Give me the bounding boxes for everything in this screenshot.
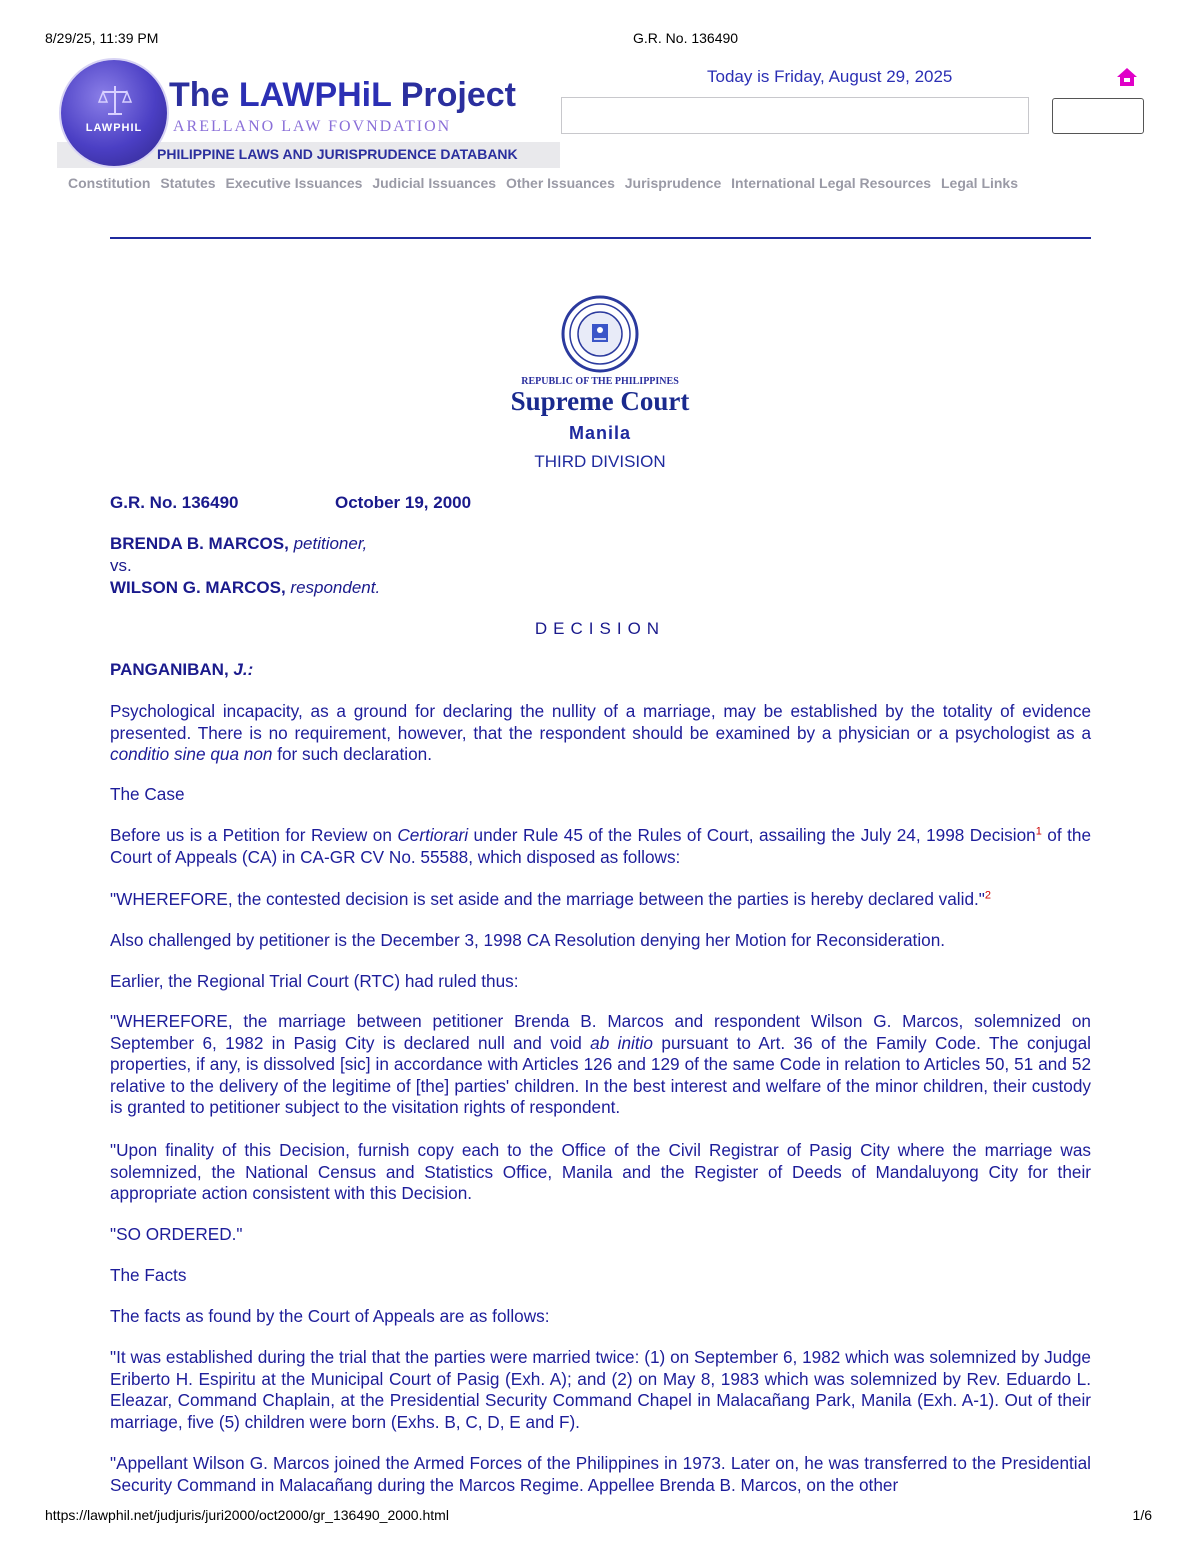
- footnote-1-link[interactable]: 1: [1035, 825, 1042, 838]
- header-divider: [110, 237, 1091, 239]
- court-division: THIRD DIVISION: [534, 452, 666, 471]
- lawphil-emblem-icon: [61, 60, 167, 166]
- scales-of-justice-icon: [97, 82, 133, 118]
- nav-legal-links[interactable]: Legal Links: [940, 175, 1019, 191]
- print-title: G.R. No. 136490: [633, 30, 739, 46]
- print-page-number: 1/6: [1132, 1507, 1152, 1523]
- search-input[interactable]: [561, 97, 1029, 134]
- supreme-court-seal-icon: [561, 295, 639, 373]
- print-timestamp: 8/29/25, 11:39 PM: [45, 30, 159, 46]
- ponente: PANGANIBAN, J.:: [110, 660, 254, 679]
- paragraph-rtc-ruling: Earlier, the Regional Trial Court (RTC) had ruled thus:: [110, 971, 519, 991]
- nav-constitution[interactable]: Constitution: [68, 175, 151, 191]
- paragraph-resolution: Also challenged by petitioner is the December 3, 1998 CA Resolution denying her Motion for Reconsideration.: [110, 930, 946, 950]
- quote-rtc-dispositive: "WHEREFORE, the marriage between petitioner Brenda B. Marcos and respondent Wilson G. Marcos, solemnized on September 6, 1982 in Pasig City is declared null and void ab initio pursuant to Art. 36 of the Family Code. The conjugal properties, if any, is dissolved [sic] in accordance with Articles 126 and 129 of the same Code in relation to Articles 50, 51 and 52 relative to the delivery of the legitime of [the] parties' children. In the best interest and welfare of the minor children, their custody is granted to petitioner subject to the visitation rights of respondent.: [110, 1011, 1091, 1117]
- quote-rtc-finality: "Upon finality of this Decision, furnish copy each to the Office of the Civil Registrar of Pasig City where the marriage was solemnized, the National Census and Statistics Office, Manila and the Register of Deeds of Mandaluyong City for their appropriate action consistent with this Decision.: [110, 1140, 1091, 1203]
- nav-jurisprudence[interactable]: Jurisprudence: [624, 175, 722, 191]
- quote-so-ordered: "SO ORDERED.": [110, 1224, 243, 1244]
- respondent-line: WILSON G. MARCOS, respondent.: [110, 578, 381, 597]
- heading-the-case: The Case: [110, 784, 185, 804]
- quote-facts-marriage: "It was established during the trial that the parties were married twice: (1) on September 6, 1982 which was solemnized by Judge Eriberto H. Espiritu at the Municipal Court of Pasig (Exh. A); and (2) on May 8, 1983 which was solemnized by Rev. Eduardo L. Eleazar, Command Chaplain, at the Presidential Security Command Chapel in Malacañang Park, Manila (Exh. A-1). Out of their marriage, five (5) children were born (Exhs. B, C, D, E and F).: [110, 1347, 1091, 1432]
- decision-heading: DECISION: [534, 619, 666, 638]
- emblem-label: LAWPHIL: [85, 122, 143, 134]
- versus-line: vs.: [110, 556, 132, 575]
- main-nav: [68, 175, 1024, 191]
- decision-date: October 19, 2000: [335, 493, 472, 512]
- nav-statutes[interactable]: Statutes: [160, 175, 216, 191]
- search-button[interactable]: [1052, 98, 1144, 134]
- foundation-label: ARELLANO LAW FOVNDATION: [173, 118, 452, 135]
- nav-executive-issuances[interactable]: Executive Issuances: [225, 175, 363, 191]
- paragraph-petition: Before us is a Petition for Review on Certiorari under Rule 45 of the Rules of Court, assailing the July 24, 1998 Decision$^1$ of the Court of Appeals (CA) in CA-GR CV No. 55588, which disposed as follows:: [110, 825, 1092, 867]
- logo-title: The LAWPHiL Project: [169, 76, 516, 114]
- quote-ca-dispositive: "WHEREFORE, the contested decision is set aside and the marriage between the parties is hereby declared valid."$^2$: [110, 889, 992, 909]
- today-date: Today is Friday, August 29, 2025: [707, 67, 953, 86]
- court-city: Manila: [568, 423, 631, 443]
- supreme-court-title: Supreme Court: [510, 386, 690, 416]
- footnote-2-link[interactable]: 2: [984, 889, 992, 902]
- nav-judicial-issuances[interactable]: Judicial Issuances: [372, 175, 497, 191]
- print-url: https://lawphil.net/judjuris/juri2000/oct2000/gr_136490_2000.html: [45, 1507, 449, 1523]
- paragraph-facts-intro: The facts as found by the Court of Appeals are as follows:: [110, 1306, 550, 1326]
- nav-other-issuances[interactable]: Other Issuances: [505, 175, 615, 191]
- home-icon[interactable]: [1116, 67, 1138, 87]
- petitioner-line: BRENDA B. MARCOS, petitioner,: [110, 534, 368, 553]
- nav-international-legal-resources[interactable]: International Legal Resources: [731, 175, 932, 191]
- paragraph-intro: Psychological incapacity, as a ground for declaring the nullity of a marriage, may be established by the totality of evidence presented. There is no requirement, however, that the respondent should be examined by a physician or a psychologist as a conditio sine qua non for such declaration.: [110, 701, 1091, 764]
- republic-label: REPUBLIC OF THE PHILIPPINES: [521, 376, 679, 387]
- quote-facts-appellant: "Appellant Wilson G. Marcos joined the Armed Forces of the Philippines in 1973. Later on, he was transferred to the Presidential Security Command in Malacañang during the Marcos Regime. Appellee Brenda B. Marcos, on the other: [110, 1453, 1091, 1495]
- gr-number: G.R. No. 136490: [110, 493, 239, 512]
- heading-the-facts: The Facts: [110, 1265, 187, 1285]
- lawphil-logo[interactable]: [57, 58, 560, 168]
- databank-label: PHILIPPINE LAWS AND JURISPRUDENCE DATABANK: [157, 146, 518, 162]
